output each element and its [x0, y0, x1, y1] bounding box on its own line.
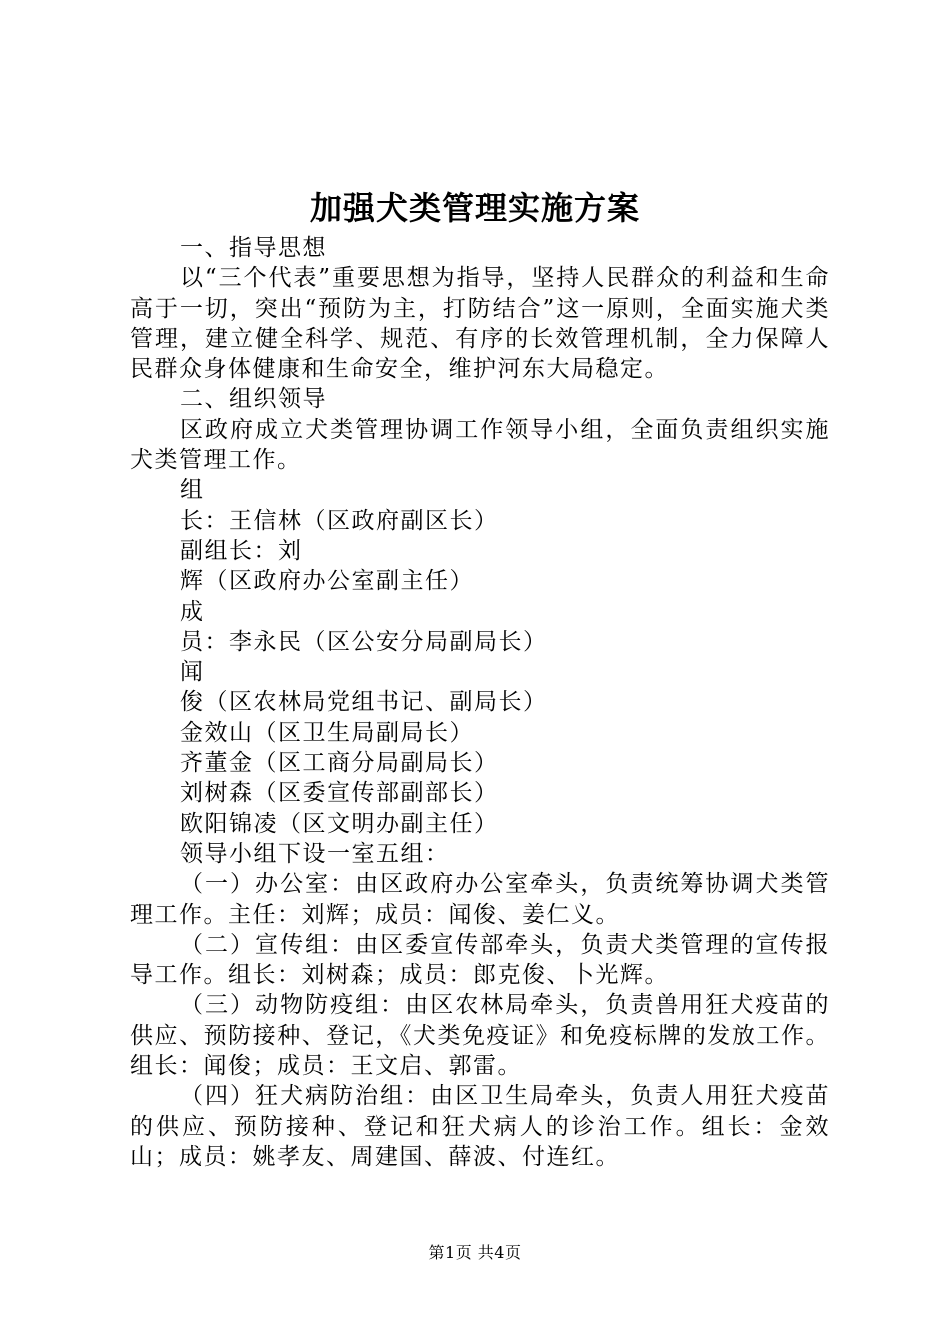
- member-line: 闻: [180, 659, 205, 686]
- subgroup-paragraph: （一）办公室：由区政府办公室牵头，负责统筹协调犬类管理工作。主任：刘辉；成员：闻俊、姜仁义。: [130, 871, 830, 928]
- section-heading: 一、指导思想: [180, 235, 327, 261]
- page-number-footer: 第1页 共4页: [428, 1243, 522, 1262]
- member-line: 成: [180, 598, 205, 625]
- member-line: 刘树森（区委宣传部副部长）: [180, 780, 499, 807]
- subgroup-paragraph: （二）宣传组：由区委宣传部牵头，负责犬类管理的宣传报导工作。组长：刘树森；成员：郎克俊、卜光辉。: [130, 931, 830, 989]
- member-line: 长：王信林（区政府副区长）: [180, 507, 499, 534]
- member-line: 齐董金（区工商分局副局长）: [180, 750, 499, 777]
- document-title: 加强犬类管理实施方案: [309, 189, 640, 227]
- body-paragraph: 区政府成立犬类管理协调工作领导小组，全面负责组织实施犬类管理工作。: [130, 416, 830, 474]
- member-line: 辉（区政府办公室副主任）: [180, 568, 474, 595]
- member-line: 金效山（区卫生局副局长）: [180, 719, 474, 746]
- subgroup-paragraph: （三）动物防疫组：由区农林局牵头，负责兽用狂犬疫苗的供应、预防接种、登记，《犬类免疫证》和免疫标牌的发放工作。组长：闻俊；成员：王文启、郭雷。: [130, 992, 830, 1080]
- subgroup-paragraph: （四）狂犬病防治组：由区卫生局牵头，负责人用狂犬疫苗的供应、预防接种、登记和狂犬病人的诊治工作。组长：金效山；成员：姚孝友、周建国、薛波、付连红。: [130, 1083, 830, 1170]
- subgroup-intro: 领导小组下设一室五组：: [180, 840, 450, 867]
- member-line: 组: [180, 477, 205, 504]
- body-paragraph: 以“三个代表”重要思想为指导，坚持人民群众的利益和生命高于一切，突出“预防为主，打防结合”这一原则，全面实施犬类管理，建立健全科学、规范、有序的长效管理机制，全力保障人民群众身体健康和生命安全，维护河东大局稳定。: [130, 265, 830, 383]
- member-line: 俊（区农林局党组书记、副局长）: [180, 689, 548, 716]
- member-line: 欧阳锦凌（区文明办副主任）: [180, 810, 499, 837]
- section-heading: 二、组织领导: [180, 386, 327, 413]
- document-body: [130, 233, 830, 1172]
- member-line: 员：李永民（区公安分局副局长）: [180, 628, 548, 655]
- member-line: 副组长：刘: [180, 537, 303, 564]
